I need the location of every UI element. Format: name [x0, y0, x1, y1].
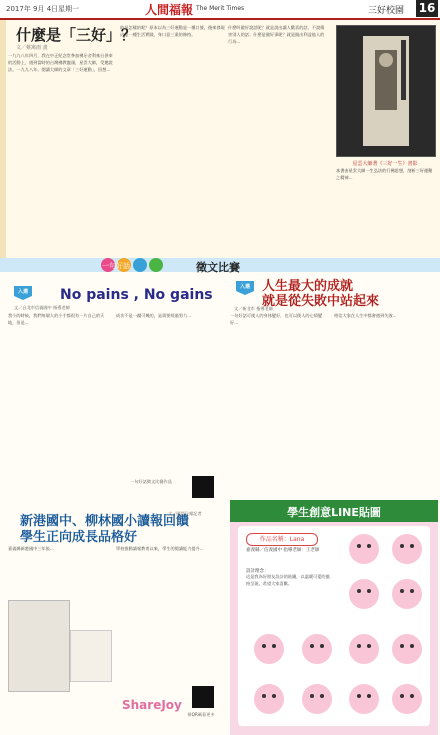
qr-code[interactable] [192, 686, 214, 708]
sticker-image [388, 680, 426, 718]
sticker-image [298, 680, 336, 718]
sticker-panel-title: 學生創意LINE貼圖 [287, 506, 381, 519]
essay-title: No pains , No gains [60, 287, 213, 303]
sticker-image [298, 630, 336, 668]
sticker-image [388, 630, 426, 668]
essay-title-line-1: 人生最大的成就 [262, 279, 354, 294]
sticker-image [345, 575, 383, 613]
article-column-2: 的是怎樣的呢？原本以為三好運動是一種口號，後來發現這是一種生活實踐，身口意三業的修持。 [120, 25, 225, 37]
book-cover-image [336, 25, 436, 157]
book-cover-art [337, 26, 435, 156]
article-column-3: 什麼叫做好說話呢？就是說出讓人歡喜的話，不說傷害別人的話；什麼是做好事呢？就是做出利益他人的行為... [228, 25, 325, 44]
qr-code[interactable] [192, 476, 214, 498]
essay-author: 文／新北市 指導老師 [234, 306, 274, 311]
book-caption: 星雲大師著《三好一生》書影 [352, 161, 418, 167]
sticker-image [388, 530, 426, 568]
newspaper-logo: 人間福報 [145, 3, 194, 17]
sticker-work-name: 作品名稱：Lana [246, 533, 318, 546]
essay-author: 文／台北市信義國中 指導老師 [14, 305, 70, 310]
newspaper-clipping-image [8, 600, 70, 692]
essay-column-1: 一句好話可使人的身体變好，也可以使人的心情變好... [230, 313, 323, 325]
news-author: 文／國語日報記者 [168, 511, 202, 516]
newspaper-logo-english: The Merit Times [196, 5, 245, 12]
news-title-line-1: 新港國中、柳林國小讀報回饋 [20, 514, 190, 529]
sticker-image [345, 630, 383, 668]
qr-note: 一句好話徵文比賽作品 [130, 479, 172, 484]
essay-column-1: 我小的時候，我們每個人的小手都很有一片自己的天地，但是... [8, 313, 105, 325]
sticker-idea-text: 這是我為好朋友設計的貼圖，以溫暖可愛的風格呈現，希望大家喜歡。 [246, 574, 330, 586]
article-author: 文／蔡寓雨 晝 [16, 45, 48, 51]
sticker-author-info: 嘉義縣／信義國中 指導老師：王老師 [246, 548, 320, 553]
sticker-image [388, 575, 426, 613]
qr-caption: 掃QR碼看更多 [187, 712, 215, 717]
book-info: 本書由星雲大師一生弘法的行佛思想，剖析三好運動之精神... [336, 168, 433, 180]
sticker-idea-label: 設計理念： [246, 569, 269, 574]
sticker-image [345, 680, 383, 718]
student-notes-image [70, 630, 112, 682]
essay-column-2: 成功不是一蹴可幾的，是需要經過努力... [116, 313, 192, 318]
issue-date: 2017年 9月 4日星期一 [6, 5, 80, 13]
page-number: 16 [416, 0, 438, 17]
decorative-stripe [0, 20, 6, 258]
essay-title-line-2: 就是從失敗中站起來 [262, 294, 380, 309]
news-column-2: 學校推動讀報教育以來，學生的閱讀能力提升... [116, 546, 204, 551]
essay-column-2: 相信大家在人生中都會遇到失敗... [334, 313, 397, 318]
sticker-image [345, 530, 383, 568]
contest-title: 徵文比賽 [196, 261, 240, 274]
award-badge-label: 入選 [17, 289, 28, 295]
banner-logo-text: 一句好話 [102, 262, 130, 270]
news-column-1: 嘉義縣新港國中三年級... [8, 546, 54, 551]
article-column-1: 一九九八年四月，我在中正紀念堂參加佛牙舍利來台供奉的活動上，遇到當時的台灣佛教龍頭，星雲大師，受邀說法。一九九八年，閱讀大師的文章「三好運動」，回想... [8, 53, 113, 72]
award-badge-label: 入選 [239, 284, 250, 290]
share-joy-logo [120, 685, 182, 725]
contest-logo [98, 257, 194, 273]
sticker-image [250, 680, 288, 718]
share-joy-text: ShareJoy [122, 698, 182, 712]
article-title: 什麼是「三好」？ [16, 26, 137, 44]
masthead [0, 0, 440, 20]
sticker-image [250, 630, 288, 668]
news-title-line-2: 學生正向成長品格好 [20, 530, 138, 545]
section-name: 三好校園 [368, 6, 405, 16]
